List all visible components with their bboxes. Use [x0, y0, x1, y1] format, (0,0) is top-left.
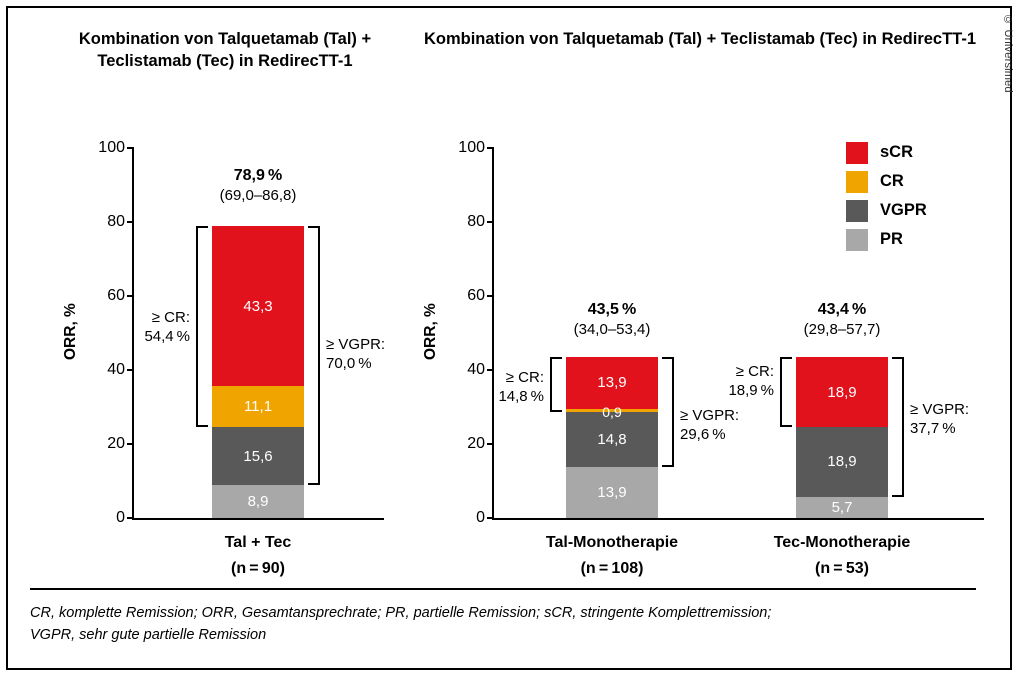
bar-total-value: 43,4 % [817, 301, 867, 318]
category-name: Tal-Monotherapie [545, 534, 679, 551]
y-axis-label-right: ORR, % [422, 303, 439, 360]
y-tick-0: 0 [476, 509, 485, 526]
category-label-tec-mono [742, 530, 942, 582]
bar-total-label-tec-mono [762, 300, 922, 340]
legend-item-cr[interactable] [846, 167, 996, 196]
chart-panel-left [40, 130, 395, 577]
footnote-line-1: CR, komplette Remission; ORR, Gesamtansprechrate; PR, partielle Remission; sCR, stringente Komplettremission; [30, 605, 772, 621]
footnote [30, 602, 900, 646]
category-n: (n = 108) [580, 560, 644, 577]
y-tick-80: 80 [107, 213, 125, 230]
y-tick-60: 60 [467, 287, 485, 304]
y-tick-100: 100 [98, 139, 125, 156]
y-tick-80: 80 [467, 213, 485, 230]
chart-title-left: Kombination von Talquetamab (Tal) + Teclistamab (Tec) in RedirecTT-1 [78, 30, 372, 70]
bar-total-label-tal-mono [532, 300, 692, 340]
annotation-cr-tec-mono: ≥ CR: 18,9 % [728, 363, 774, 399]
annotation-cr-tal-mono: ≥ CR: 14,8 % [498, 369, 544, 405]
legend-label-scr: sCR [880, 143, 914, 161]
footnote-divider [30, 588, 976, 590]
y-tick-40: 40 [467, 361, 485, 378]
segment-pr: 8,9 [212, 485, 304, 518]
legend-swatch-pr [846, 229, 868, 251]
bar-tal-tec[interactable] [212, 226, 304, 518]
segment-scr: 13,9 [566, 357, 658, 408]
legend-label-cr: CR [880, 172, 904, 190]
bar-total-value: 43,5 % [587, 301, 637, 318]
bracket-cr-tec-mono [780, 357, 792, 426]
annotation-vgpr-tal-tec: ≥ VGPR: 70,0 % [326, 336, 386, 372]
segment-cr: 11,1 [212, 386, 304, 427]
y-tick-40: 40 [107, 361, 125, 378]
plot-area-left [98, 139, 386, 577]
segment-pr: 5,7 [796, 497, 888, 518]
segment-pr: 13,9 [566, 467, 658, 518]
segment-vgpr: 15,6 [212, 427, 304, 485]
bracket-vgpr-tal-mono [662, 357, 674, 467]
legend [846, 138, 996, 254]
y-tick-20: 20 [467, 435, 485, 452]
legend-swatch-vgpr [846, 200, 868, 222]
bracket-vgpr-tal-tec [308, 226, 320, 485]
chart-title-right: Kombination von Talquetamab (Tal) + Teclistamab (Tec) in RedirecTT-1 [423, 30, 977, 48]
annotation-vgpr-tec-mono: ≥ VGPR: 37,7 % [910, 401, 970, 437]
y-axis-label-left: ORR, % [62, 303, 79, 360]
bar-tec-mono[interactable] [796, 357, 888, 518]
legend-label-vgpr: VGPR [880, 201, 927, 219]
y-tick-20: 20 [107, 435, 125, 452]
copyright-notice: © Universimed [1002, 14, 1014, 93]
category-label-tal-mono [512, 530, 712, 582]
y-tick-60: 60 [107, 287, 125, 304]
bar-total-label-tal-tec [178, 166, 338, 206]
bracket-cr-tal-mono [550, 357, 562, 412]
bar-total-ci: (34,0–53,4) [573, 321, 651, 338]
annotation-vgpr-tal-mono: ≥ VGPR: 29,6 % [680, 407, 740, 443]
legend-item-scr[interactable] [846, 138, 996, 167]
segment-cr-label-tal-mono: 0,9 [602, 404, 622, 420]
segment-vgpr: 14,8 [566, 412, 658, 467]
segment-scr: 18,9 [796, 357, 888, 426]
legend-swatch-scr [846, 142, 868, 164]
category-n: (n = 90) [231, 560, 285, 577]
segment-vgpr: 18,9 [796, 427, 888, 497]
legend-item-vgpr[interactable] [846, 196, 996, 225]
bar-total-ci: (69,0–86,8) [219, 187, 297, 204]
category-label-tal-tec [178, 530, 338, 582]
bracket-vgpr-tec-mono [892, 357, 904, 497]
category-name: Tal + Tec [224, 534, 292, 551]
legend-item-pr[interactable] [846, 225, 996, 254]
legend-label-pr: PR [880, 230, 903, 248]
footnote-line-2: VGPR, sehr gute partielle Remission [30, 627, 267, 643]
y-tick-0: 0 [116, 509, 125, 526]
bar-tal-mono[interactable] [566, 357, 658, 518]
y-tick-100: 100 [458, 139, 485, 156]
bracket-cr-tal-tec [196, 226, 208, 427]
annotation-cr-tal-tec: ≥ CR: 54,4 % [144, 309, 190, 345]
legend-swatch-cr [846, 171, 868, 193]
bar-total-ci: (29,8–57,7) [803, 321, 881, 338]
category-n: (n = 53) [815, 560, 869, 577]
category-name: Tec-Monotherapie [773, 534, 911, 551]
segment-scr: 43,3 [212, 226, 304, 386]
bar-total-value: 78,9 % [233, 167, 283, 184]
